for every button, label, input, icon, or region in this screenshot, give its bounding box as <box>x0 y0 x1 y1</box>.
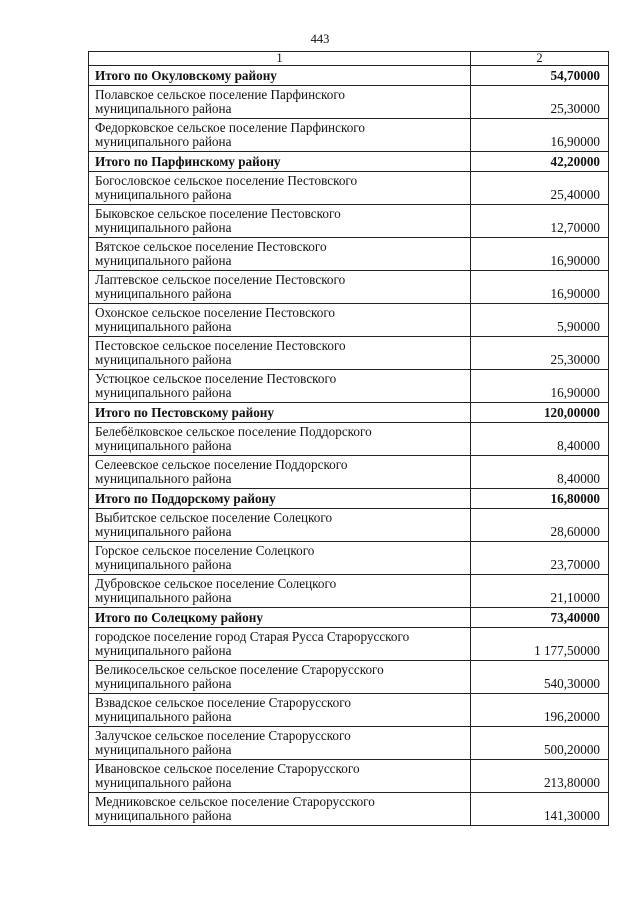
settlement-name-line1: Ивановское сельское поселение Старорусского <box>95 761 360 776</box>
table-row <box>89 575 609 608</box>
allocation-value: 141,30000 <box>471 793 609 826</box>
settlement-name-line2: муниципального района <box>95 253 232 268</box>
table-row <box>89 509 609 542</box>
district-total-value: 16,80000 <box>471 489 609 509</box>
total-row <box>89 489 609 509</box>
total-row <box>89 403 609 423</box>
settlement-name-line1: Белебёлковское сельское поселение Поддорского <box>95 424 372 439</box>
settlement-name <box>89 119 471 152</box>
allocation-value: 213,80000 <box>471 760 609 793</box>
total-row <box>89 66 609 86</box>
allocation-value: 16,90000 <box>471 271 609 304</box>
settlement-name-line1: Взвадское сельское поселение Старорусского <box>95 695 351 710</box>
settlement-name-line1: Выбитское сельское поселение Солецкого <box>95 510 333 525</box>
settlement-name <box>89 238 471 271</box>
allocation-value: 8,40000 <box>471 456 609 489</box>
table-row <box>89 86 609 119</box>
settlement-name <box>89 304 471 337</box>
table-row <box>89 304 609 337</box>
settlement-name-line1: Великосельское сельское поселение Старорусского <box>95 662 384 677</box>
settlement-name-line1: Горское сельское поселение Солецкого <box>95 543 315 558</box>
page-number: 443 <box>310 32 330 46</box>
total-row <box>89 152 609 172</box>
settlement-name-line1: Охонское сельское поселение Пестовского <box>95 305 336 320</box>
table-row <box>89 271 609 304</box>
table-row <box>89 172 609 205</box>
settlement-name-line2: муниципального района <box>95 101 232 116</box>
allocation-value: 8,40000 <box>471 423 609 456</box>
settlement-name-line1: Селеевское сельское поселение Поддорского <box>95 457 348 472</box>
settlement-name <box>89 86 471 119</box>
settlement-name-line2: муниципального района <box>95 808 232 823</box>
total-row <box>89 608 609 628</box>
settlement-name <box>89 423 471 456</box>
district-total-value: 54,70000 <box>471 66 609 86</box>
table-row <box>89 760 609 793</box>
settlement-name-line2: муниципального района <box>95 524 232 539</box>
settlement-name-line2: муниципального района <box>95 134 232 149</box>
table-row <box>89 661 609 694</box>
settlement-name <box>89 370 471 403</box>
allocation-value: 1 177,50000 <box>471 628 609 661</box>
settlement-name <box>89 509 471 542</box>
settlement-name <box>89 661 471 694</box>
allocation-value: 28,60000 <box>471 509 609 542</box>
district-total-value: 120,00000 <box>471 403 609 423</box>
settlement-name-line1: Медниковское сельское поселение Старорусского <box>95 794 375 809</box>
settlement-name <box>89 205 471 238</box>
settlement-name-line1: Дубровское сельское поселение Солецкого <box>95 576 337 591</box>
allocation-value: 540,30000 <box>471 661 609 694</box>
allocation-value: 16,90000 <box>471 370 609 403</box>
table-row <box>89 337 609 370</box>
table-row <box>89 793 609 826</box>
settlement-name-line1: городское поселение город Старая Русса Старорусского <box>95 629 410 644</box>
table-row <box>89 370 609 403</box>
allocation-value: 12,70000 <box>471 205 609 238</box>
settlement-name-line1: Пестовское сельское поселение Пестовского <box>95 338 346 353</box>
district-total-label: Итого по Окуловскому району <box>89 66 471 86</box>
settlement-name-line2: муниципального района <box>95 385 232 400</box>
settlement-name <box>89 575 471 608</box>
allocation-value: 25,30000 <box>471 86 609 119</box>
settlement-name-line1: Федорковское сельское поселение Парфинского <box>95 120 365 135</box>
table-row <box>89 628 609 661</box>
allocation-value: 196,20000 <box>471 694 609 727</box>
settlement-name-line2: муниципального района <box>95 352 232 367</box>
settlement-name-line1: Полавское сельское поселение Парфинского <box>95 87 346 102</box>
table-row <box>89 727 609 760</box>
table-header-row <box>89 52 609 66</box>
table-row <box>89 423 609 456</box>
column-2-header: 2 <box>471 52 609 66</box>
settlement-name <box>89 542 471 575</box>
settlement-name-line2: муниципального района <box>95 643 232 658</box>
settlement-name <box>89 694 471 727</box>
settlement-name <box>89 793 471 826</box>
settlement-name-line2: муниципального района <box>95 590 232 605</box>
district-total-label: Итого по Парфинскому району <box>89 152 471 172</box>
settlement-name <box>89 456 471 489</box>
allocation-value: 21,10000 <box>471 575 609 608</box>
table-row <box>89 119 609 152</box>
settlement-name <box>89 271 471 304</box>
settlement-name-line2: муниципального района <box>95 319 232 334</box>
settlement-name-line2: муниципального района <box>95 187 232 202</box>
settlement-name-line1: Лаптевское сельское поселение Пестовского <box>95 272 346 287</box>
settlement-name-line2: муниципального района <box>95 775 232 790</box>
settlement-name-line2: муниципального района <box>95 676 232 691</box>
allocation-value: 23,70000 <box>471 542 609 575</box>
settlement-name-line1: Залучское сельское поселение Старорусского <box>95 728 351 743</box>
allocation-value: 16,90000 <box>471 238 609 271</box>
settlement-name-line2: муниципального района <box>95 742 232 757</box>
district-total-label: Итого по Солецкому району <box>89 608 471 628</box>
table-row <box>89 238 609 271</box>
allocation-table-body <box>89 52 609 826</box>
allocation-value: 25,40000 <box>471 172 609 205</box>
settlement-name <box>89 727 471 760</box>
allocation-value: 16,90000 <box>471 119 609 152</box>
settlement-name <box>89 172 471 205</box>
table-row <box>89 205 609 238</box>
allocation-value: 25,30000 <box>471 337 609 370</box>
settlement-name <box>89 628 471 661</box>
allocation-value: 5,90000 <box>471 304 609 337</box>
table-row <box>89 456 609 489</box>
allocation-value: 500,20000 <box>471 727 609 760</box>
settlement-name-line2: муниципального района <box>95 557 232 572</box>
settlement-name-line1: Вятское сельское поселение Пестовского <box>95 239 327 254</box>
table-row <box>89 542 609 575</box>
settlement-name-line2: муниципального района <box>95 220 232 235</box>
settlement-name-line1: Устюцкое сельское поселение Пестовского <box>95 371 337 386</box>
settlement-name-line2: муниципального района <box>95 286 232 301</box>
settlement-name-line2: муниципального района <box>95 709 232 724</box>
district-total-label: Итого по Пестовскому району <box>89 403 471 423</box>
district-total-value: 42,20000 <box>471 152 609 172</box>
settlement-name-line1: Богословское сельское поселение Пестовского <box>95 173 358 188</box>
allocation-table <box>88 51 609 826</box>
settlement-name-line2: муниципального района <box>95 471 232 486</box>
district-total-label: Итого по Поддорскому району <box>89 489 471 509</box>
table-row <box>89 694 609 727</box>
settlement-name <box>89 337 471 370</box>
district-total-value: 73,40000 <box>471 608 609 628</box>
settlement-name-line2: муниципального района <box>95 438 232 453</box>
settlement-name <box>89 760 471 793</box>
column-1-header: 1 <box>89 52 471 66</box>
settlement-name-line1: Быковское сельское поселение Пестовского <box>95 206 341 221</box>
